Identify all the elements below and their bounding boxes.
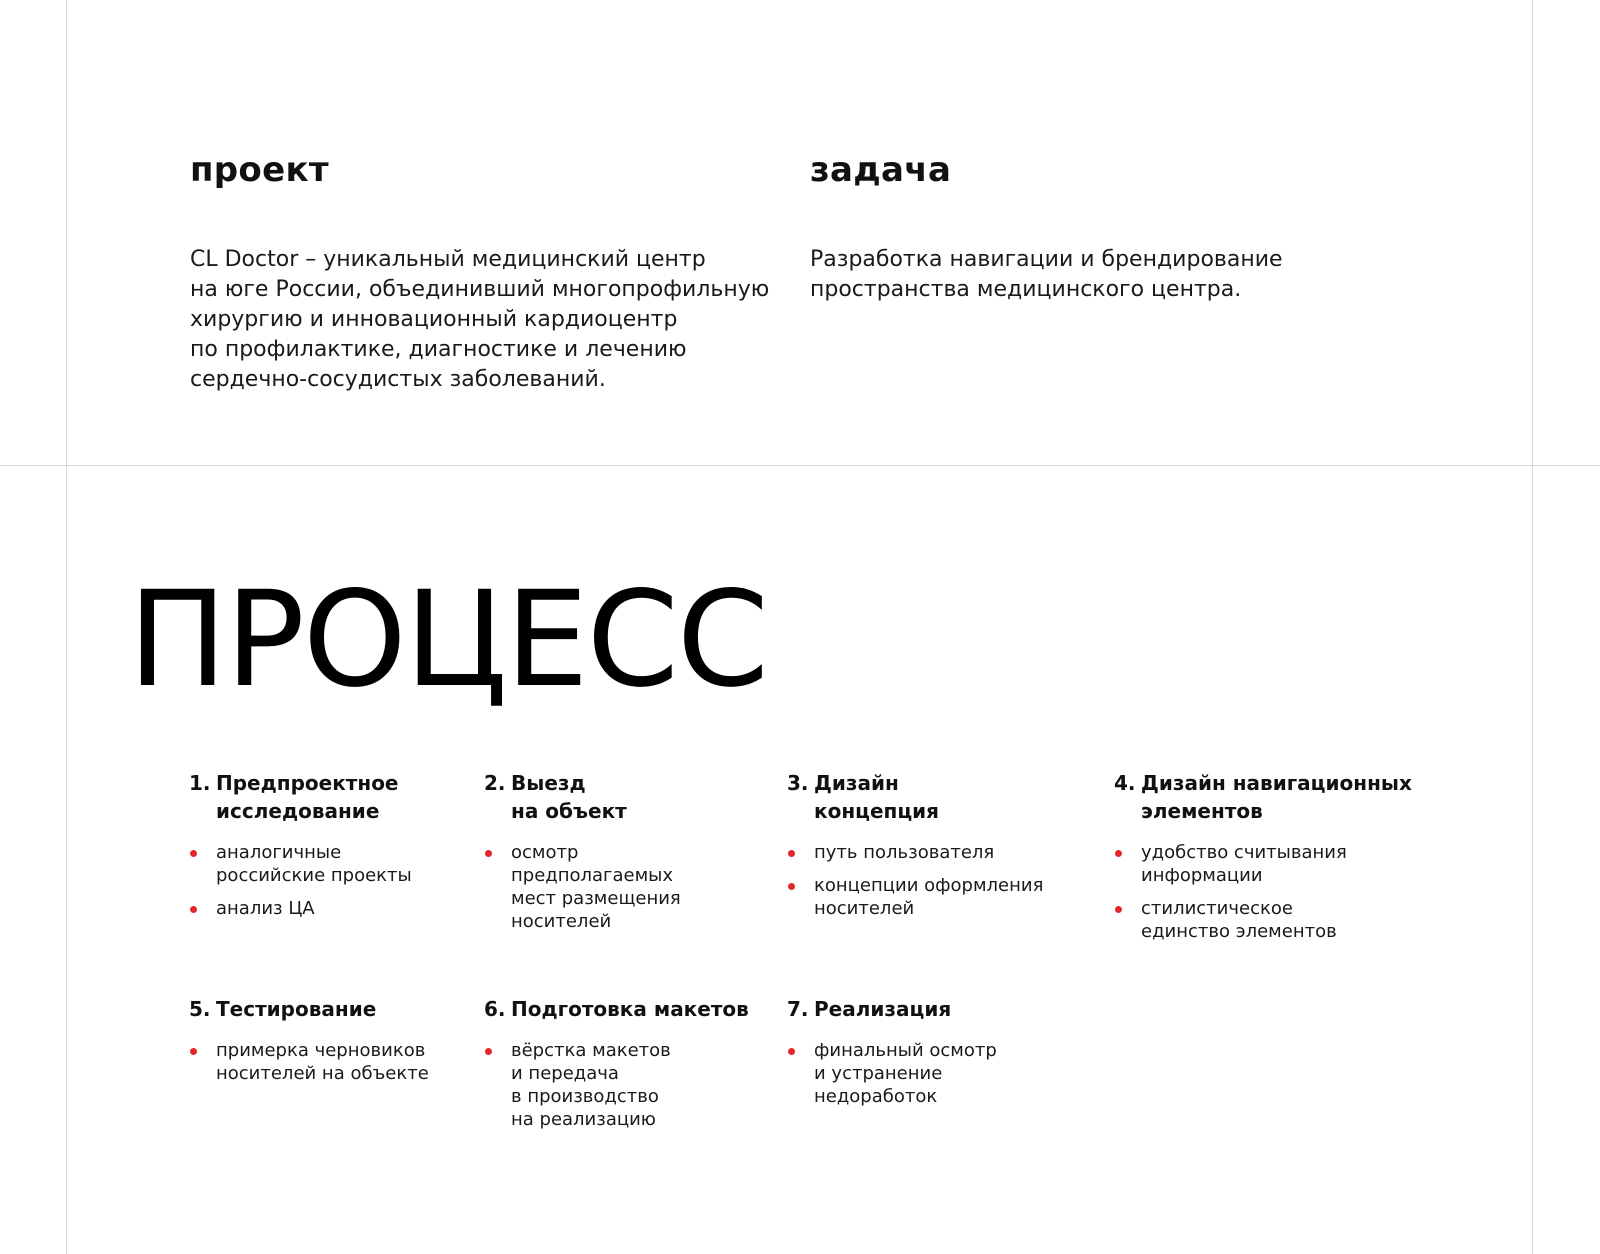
step-number: 2. xyxy=(484,771,506,795)
step-title xyxy=(484,769,681,825)
process-step-1 xyxy=(189,769,412,930)
step-title-line: на объект xyxy=(511,799,627,823)
bullet-dot-icon xyxy=(788,883,795,890)
bullet-line: российские проекты xyxy=(216,865,412,886)
step-bullet xyxy=(189,897,412,920)
step-bullet-list xyxy=(484,1039,749,1131)
task-description xyxy=(810,245,1350,305)
step-title-line: Предпроектное xyxy=(216,771,399,795)
grid-line-right xyxy=(1532,0,1533,1254)
step-title-line: Выезд xyxy=(511,771,586,795)
step-bullet-list xyxy=(787,1039,997,1108)
bullet-dot-icon xyxy=(190,1048,197,1055)
step-bullet-list xyxy=(189,1039,429,1085)
step-title xyxy=(787,769,1043,825)
process-step-7 xyxy=(787,995,997,1118)
step-title-line: Тестирование xyxy=(216,997,377,1021)
step-title xyxy=(787,995,997,1023)
bullet-dot-icon xyxy=(190,850,197,857)
step-number: 4. xyxy=(1114,771,1136,795)
bullet-line: носителей на объекте xyxy=(216,1063,429,1084)
process-step-2 xyxy=(484,769,681,943)
bullet-line: путь пользователя xyxy=(814,842,995,863)
step-number: 1. xyxy=(189,771,211,795)
step-title-line: элементов xyxy=(1141,799,1263,823)
grid-line-horizontal xyxy=(0,465,1600,466)
project-description-line: на юге России, объединивший многопрофильную xyxy=(190,277,770,302)
bullet-line: и передача xyxy=(511,1063,619,1084)
step-bullet xyxy=(787,1039,997,1108)
step-title xyxy=(189,995,429,1023)
bullet-dot-icon xyxy=(788,850,795,857)
bullet-dot-icon xyxy=(485,850,492,857)
bullet-line: примерка черновиков xyxy=(216,1040,426,1061)
step-title-line: Реализация xyxy=(814,997,952,1021)
bullet-line: анализ ЦА xyxy=(216,898,315,919)
task-description-line: Разработка навигации и брендирование xyxy=(810,247,1283,272)
project-description xyxy=(190,245,790,395)
process-step-4 xyxy=(1114,769,1412,953)
bullet-line: единство элементов xyxy=(1141,921,1337,942)
task-title: задача xyxy=(810,150,952,190)
step-number: 3. xyxy=(787,771,809,795)
process-step-3 xyxy=(787,769,1043,930)
bullet-line: мест размещения xyxy=(511,888,681,909)
step-title-line: Подготовка макетов xyxy=(511,997,749,1021)
project-description-line: хирургию и инновационный кардиоцентр xyxy=(190,307,678,332)
step-number: 7. xyxy=(787,997,809,1021)
step-bullet xyxy=(484,1039,749,1131)
step-bullet xyxy=(787,841,1043,864)
project-description-line: по профилактике, диагностике и лечению xyxy=(190,337,687,362)
step-bullet xyxy=(787,874,1043,920)
task-description-line: пространства медицинского центра. xyxy=(810,277,1242,302)
bullet-line: в производство xyxy=(511,1086,659,1107)
step-title-line: исследование xyxy=(216,799,380,823)
project-title: проект xyxy=(190,150,329,190)
step-title xyxy=(484,995,749,1023)
bullet-line: вёрстка макетов xyxy=(511,1040,671,1061)
step-bullet-list xyxy=(189,841,412,920)
bullet-line: удобство считывания xyxy=(1141,842,1347,863)
step-bullet xyxy=(484,841,681,933)
bullet-dot-icon xyxy=(788,1048,795,1055)
bullet-line: осмотр xyxy=(511,842,579,863)
bullet-line: стилистическое xyxy=(1141,898,1293,919)
step-bullet-list xyxy=(484,841,681,933)
bullet-dot-icon xyxy=(1115,906,1122,913)
step-bullet xyxy=(1114,841,1412,887)
step-title xyxy=(189,769,412,825)
step-number: 6. xyxy=(484,997,506,1021)
step-number: 5. xyxy=(189,997,211,1021)
bullet-line: носителей xyxy=(511,911,612,932)
step-title xyxy=(1114,769,1412,825)
bullet-line: аналогичные xyxy=(216,842,342,863)
step-bullet xyxy=(189,1039,429,1085)
process-heading: ПРОЦЕСС xyxy=(128,563,767,717)
bullet-line: предполагаемых xyxy=(511,865,674,886)
process-step-5 xyxy=(189,995,429,1095)
bullet-line: на реализацию xyxy=(511,1109,656,1130)
process-step-6 xyxy=(484,995,749,1141)
bullet-line: носителей xyxy=(814,898,915,919)
bullet-dot-icon xyxy=(485,1048,492,1055)
bullet-line: информации xyxy=(1141,865,1263,886)
bullet-line: концепции оформления xyxy=(814,875,1044,896)
step-title-line: Дизайн xyxy=(814,771,899,795)
step-bullet xyxy=(1114,897,1412,943)
project-description-line: сердечно-сосудистых заболеваний. xyxy=(190,367,606,392)
project-description-line: CL Doctor – уникальный медицинский центр xyxy=(190,247,706,272)
step-bullet-list xyxy=(1114,841,1412,943)
bullet-dot-icon xyxy=(190,906,197,913)
bullet-line: финальный осмотр xyxy=(814,1040,997,1061)
bullet-line: недоработок xyxy=(814,1086,938,1107)
bullet-dot-icon xyxy=(1115,850,1122,857)
step-title-line: концепция xyxy=(814,799,940,823)
grid-line-left xyxy=(66,0,67,1254)
step-bullet xyxy=(189,841,412,887)
step-bullet-list xyxy=(787,841,1043,920)
step-title-line: Дизайн навигационных xyxy=(1141,771,1412,795)
bullet-line: и устранение xyxy=(814,1063,943,1084)
